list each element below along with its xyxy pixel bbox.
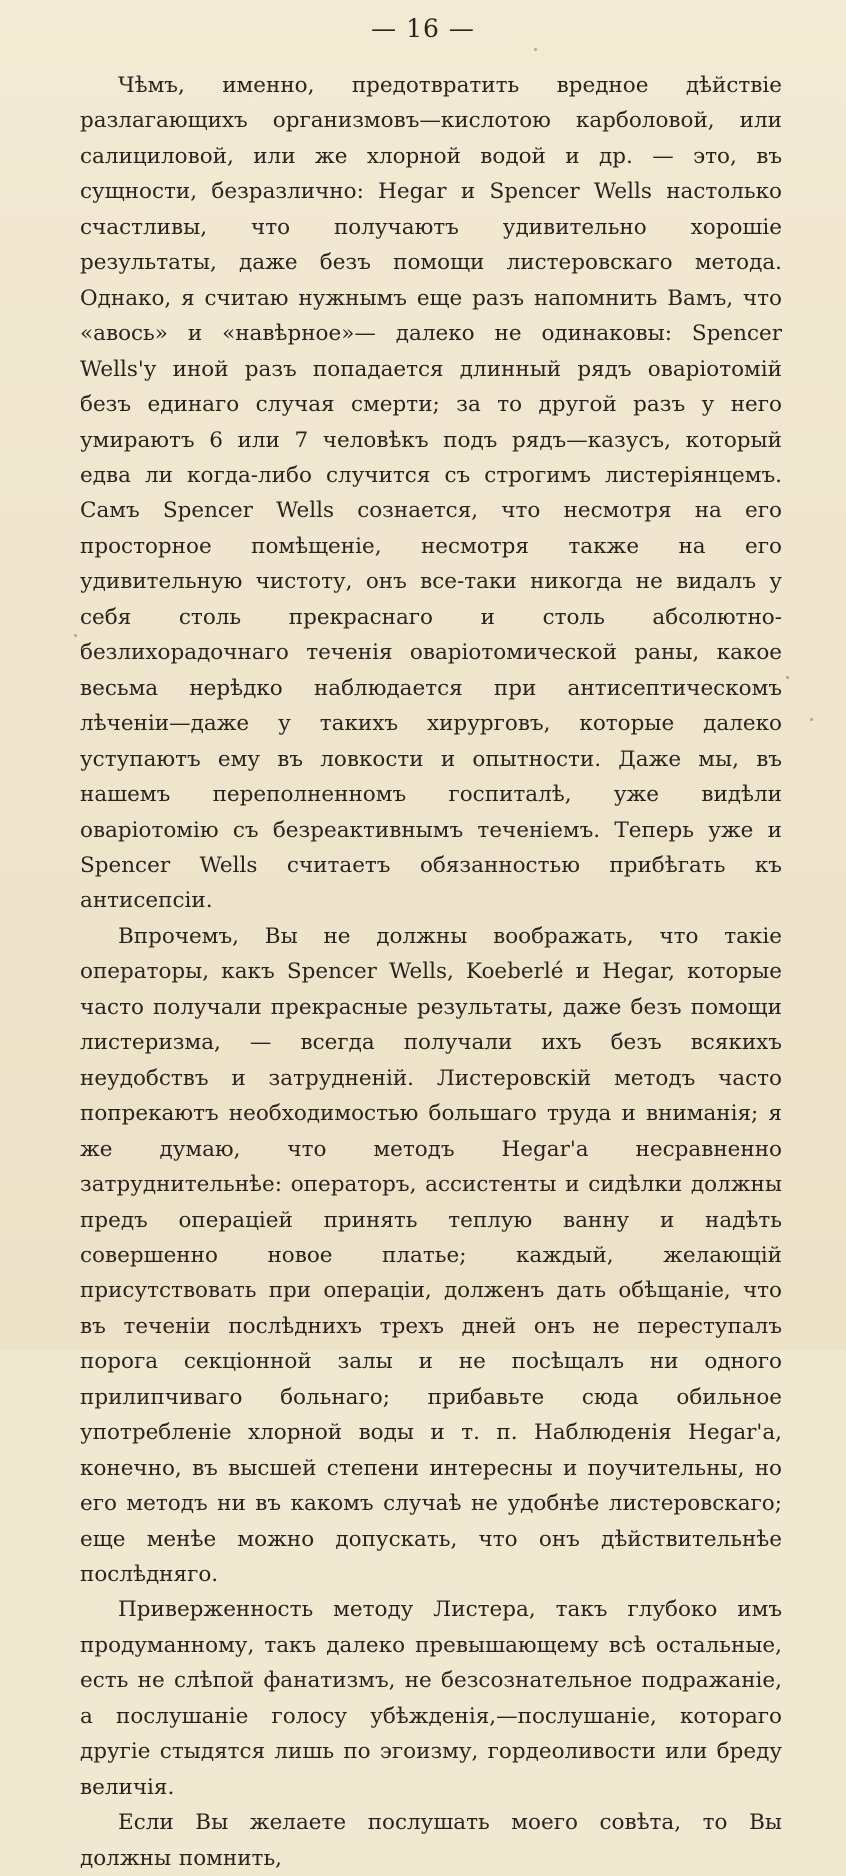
paragraph-3: Приверженность методу Листера, такъ глубоко имъ продуманному, такъ далеко превышающему всѣ остальные, есть не слѣпой фанатизмъ, не безсознательное подражаніе, а послушаніе голосу убѣжденія,—послушаніе, котораго другіе стыдятся лишь по эгоизму, гордеоливости или бреду величія. <box>80 1597 782 1800</box>
paragraph-1: Чѣмъ, именно, предотвратить вредное дѣйствіе разлагающихъ организмовъ—кислотою карболовой, или салициловой, или же хлорной водой и др. — это, въ сущности, безразлично: Hegar и Spencer Wells настолько счастливы, что получаютъ удивительно хорошіе результаты, даже безъ помощи листеровскаго метода. Однако, я считаю нужнымъ еще разъ напомнить Вамъ, что «авось» и «навѣрное»— далеко не одинаковы: Spencer Wells'у иной разъ попадается длинный рядъ оваріотомій безъ единаго случая смерти; за то другой разъ у него умираютъ 6 или 7 человѣкъ подъ рядъ—казусъ, который едва ли когда-либо случится съ строгимъ листеріянцемъ. Самъ Spencer Wells сознается, что несмотря на его просторное помѣщеніе, несмотря также на его удивительную чистоту, онъ все-таки никогда не видалъ у себя столь прекраснаго и столь абсолютно-безлихорадочнаго теченія оваріотомической раны, какое весьма нерѣдко наблюдается при антисептическомъ лѣченіи—даже у такихъ хирурговъ, которые далеко уступаютъ ему въ ловкости и опытности. Даже мы, въ нашемъ переполненномъ госпиталѣ, уже видѣли оваріотомію съ безреактивнымъ теченіемъ. Теперь уже и Spencer Wells считаетъ обязанностью прибѣгать къ антисепсіи. <box>80 73 782 914</box>
paper-speck <box>786 676 789 679</box>
paragraph-2: Впрочемъ, Вы не должны воображать, что такіе операторы, какъ Spencer Wells, Koeberlé и Hegar, которые часто получали прекрасные результаты, даже безъ помощи листеризма, — всегда получали ихъ безъ всякихъ неудобствъ и затрудненій. Листеровскій методъ часто попрекаютъ необходимостью большаго труда и вниманія; я же думаю, что методъ Hegar'а несравненно затруднительнѣе: операторъ, ассистенты и сидѣлки должны предъ операціей принять теплую ванну и надѣть совершенно новое платье; каждый, желающій присутствовать при операціи, долженъ дать обѣщаніе, что въ теченіи послѣднихъ трехъ дней онъ не переступалъ порога секціонной залы и не посѣщалъ ни одного прилипчиваго больнаго; прибавьте сюда обильное употребленіе хлорной воды и т. п. Наблюденія Hegar'а, конечно, въ высшей степени интересны и поучительны, но его методъ ни въ какомъ случаѣ не удобнѣе листеровскаго; еще менѣе можно допускать, что онъ дѣйствительнѣе послѣдняго. <box>80 923 782 1588</box>
paper-speck <box>534 48 537 51</box>
page-number: — 16 — <box>371 14 475 43</box>
paragraph-4: Если Вы желаете послушать моего совѣта, то Вы должны помнить, <box>80 1810 782 1871</box>
paper-speck <box>810 718 813 721</box>
body-text <box>80 68 782 1876</box>
paper-speck <box>74 634 77 637</box>
